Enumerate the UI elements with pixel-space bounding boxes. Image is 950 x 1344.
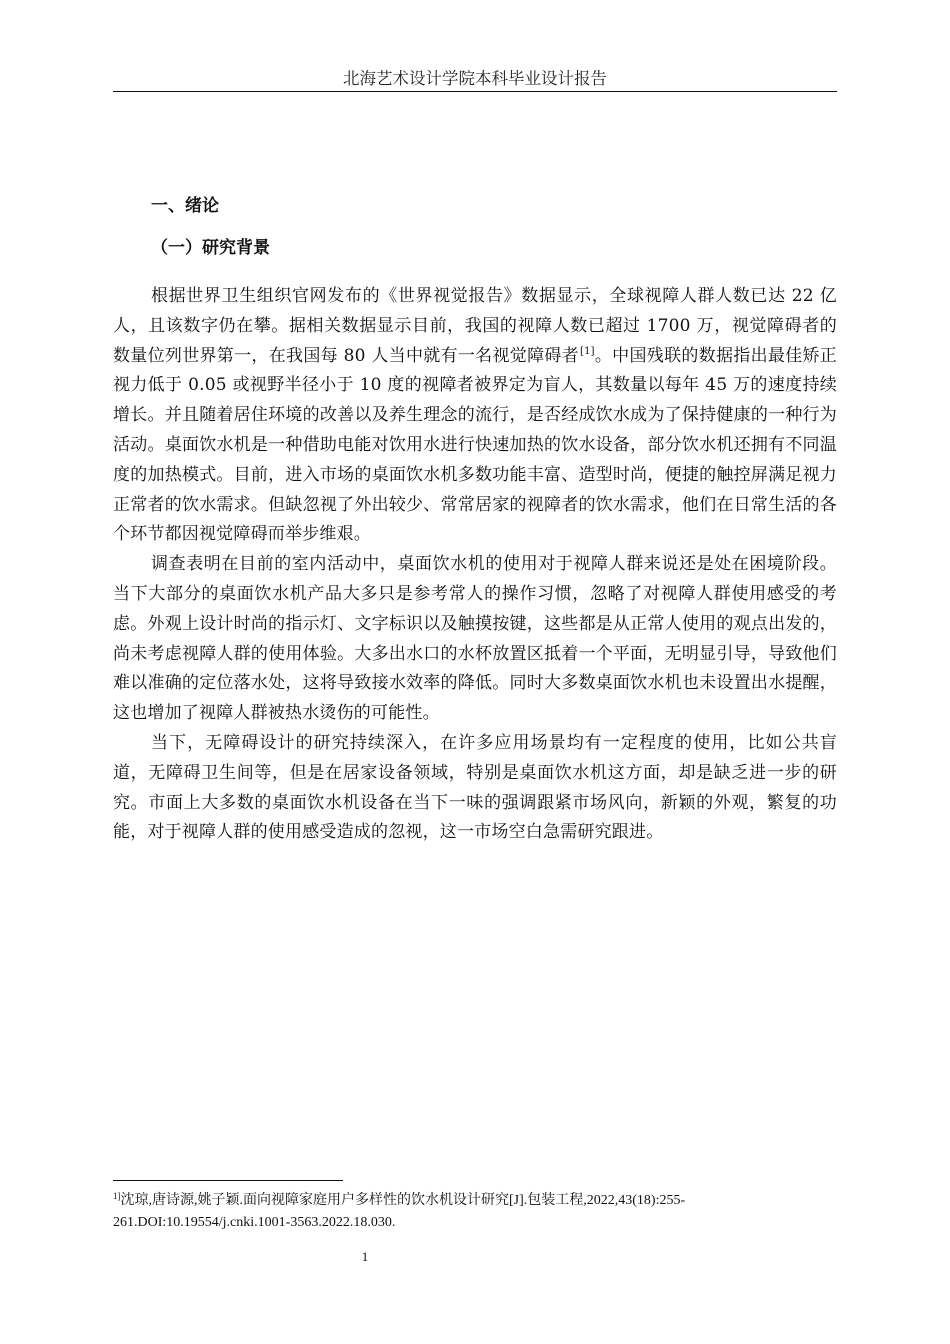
footnote bbox=[113, 1190, 837, 1234]
page-header-title: 北海艺术设计学院本科毕业设计报告 bbox=[343, 69, 607, 88]
footnote-marker: 1] bbox=[113, 1191, 121, 1201]
page-number: 1 bbox=[361, 1249, 369, 1264]
paragraph-1-text-b: 。中国残联的数据指出最佳矫正视力低于 0.05 或视野半径小于 10 度的视障者被界定为盲人，其数量以每年 45 万的速度持续增长。并且随着居住环境的改善以及养生理念的流行，是否经成饮水成为了保持健康的一种行为活动。桌面饮水机是一种借助电能对饮用水进行快速加热的饮水设备，部分饮水机还拥有不同温度的加热模式。目前，进入市场的桌面饮水机多数功能丰富、造型时尚，便捷的触控屏满足视力正常者的饮水需求。但缺忽视了外出较少、常常居家的视障者的饮水需求，他们在日常生活的各个环节都因视觉障碍而举步维艰。 bbox=[113, 345, 837, 545]
paragraph-3: 当下，无障碍设计的研究持续深入，在许多应用场景均有一定程度的使用，比如公共盲道，无障碍卫生间等，但是在居家设备领域，特别是桌面饮水机这方面，却是缺乏进一步的研究。市面上大多数的桌面饮水机设备在当下一味的强调跟紧市场风向，新颖的外观，繁复的功能，对于视障人群的使用感受造成的忽视，这一市场空白急需研究跟进。 bbox=[113, 732, 837, 843]
footnote-text: 沈琼,唐诗源,姚子颖.面向视障家庭用户多样性的饮水机设计研究[J].包装工程,2022,43(18):255-261.DOI:10.19554/j.cnki.1001-3563.2022.18.030. bbox=[113, 1193, 686, 1230]
subsection-heading: （一）研究背景 bbox=[151, 238, 270, 258]
footnote-divider bbox=[113, 1180, 343, 1181]
header-divider bbox=[113, 91, 837, 92]
paragraph-1 bbox=[113, 282, 837, 550]
body-text bbox=[113, 282, 837, 848]
paragraph-1-text-a: 根据世界卫生组织官网发布的《世界视觉报告》数据显示，全球视障人群人数已达 22 亿人，且该数字仍在攀。据相关数据显示目前，我国的视障人数已超过 1700 万，视觉障碍者的数量位列世界第一，在我国每 80 人当中就有一名视觉障碍者 bbox=[113, 286, 837, 366]
citation-ref-1[interactable]: [1] bbox=[580, 345, 595, 357]
section-heading: 一、绪论 bbox=[151, 196, 219, 216]
paragraph-2: 调查表明在目前的室内活动中，桌面饮水机的使用对于视障人群来说还是处在困境阶段。当下大部分的桌面饮水机产品大多只是参考常人的操作习惯，忽略了对视障人群使用感受的考虑。外观上设计时尚的指示灯、文字标识以及触摸按键，这些都是从正常人使用的观点出发的，尚未考虑视障人群的使用体验。大多出水口的水杯放置区抵着一个平面，无明显引导，导致他们难以准确的定位落水处，这将导致接水效率的降低。同时大多数桌面饮水机也未设置出水提醒，这也增加了视障人群被热水烫伤的可能性。 bbox=[113, 554, 837, 724]
